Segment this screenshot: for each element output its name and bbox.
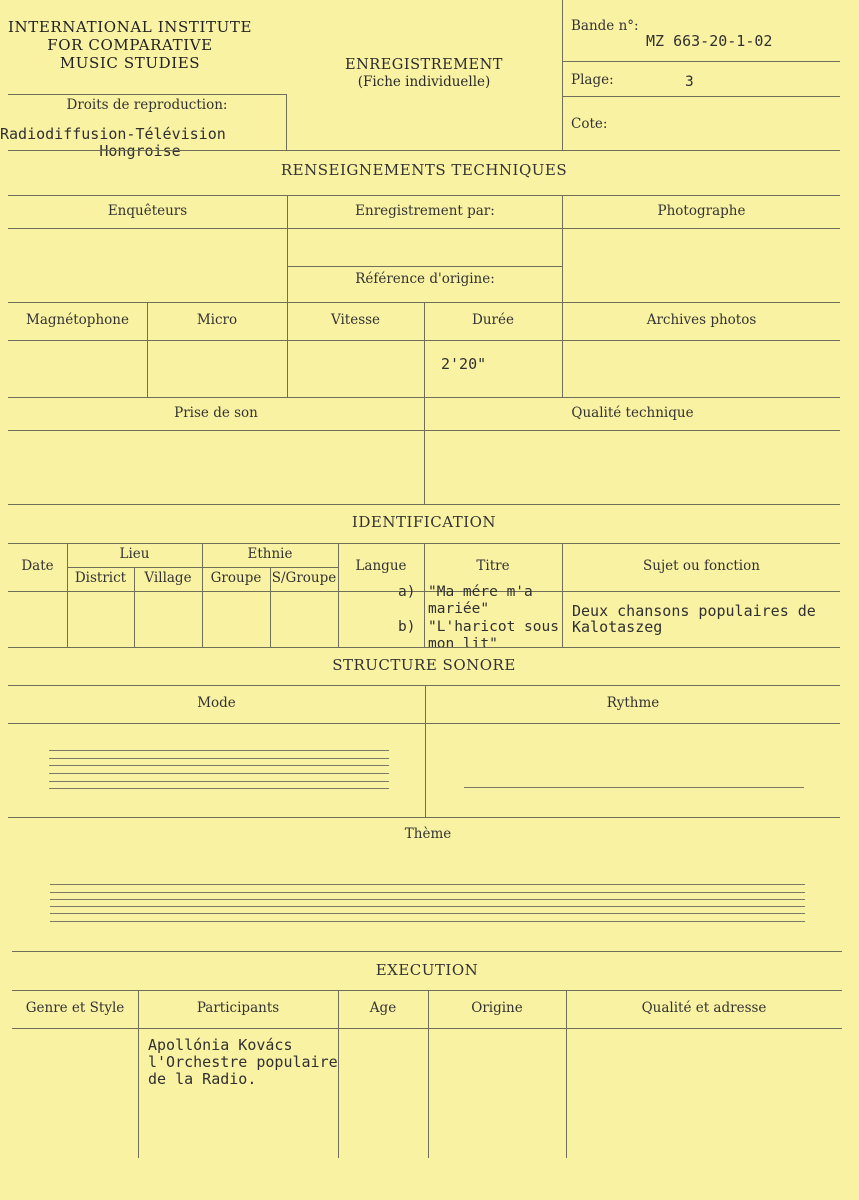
- titre-b-line-1: "L'haricot sous: [428, 619, 559, 635]
- groupe-label: Groupe: [210, 570, 262, 586]
- date-label: Date: [21, 558, 54, 574]
- bande-value: MZ 663-20-1-02: [646, 32, 773, 50]
- magnetophone-label: Magnétophone: [26, 312, 129, 328]
- langue-label: Langue: [355, 558, 407, 574]
- institute-line-1: INTERNATIONAL INSTITUTE: [7, 18, 252, 36]
- technical-section-title: RENSEIGNEMENTS TECHNIQUES: [280, 161, 568, 179]
- rights-value-line-1: Radiodiffusion-Télévision: [0, 125, 226, 143]
- titre-b-marker: b): [398, 619, 416, 635]
- origine-label: Origine: [471, 1000, 523, 1016]
- reference-origine-label: Référence d'origine:: [355, 271, 495, 287]
- qualite-adresse-label: Qualité et adresse: [641, 1000, 767, 1016]
- plage-value: 3: [685, 74, 694, 90]
- district-label: District: [74, 570, 127, 586]
- plage-label: Plage:: [571, 72, 614, 88]
- participants-line-2: l'Orchestre populaire: [148, 1053, 338, 1071]
- genre-style-label: Genre et Style: [25, 1000, 125, 1016]
- age-label: Age: [369, 1000, 397, 1016]
- micro-label: Micro: [196, 312, 238, 328]
- archives-photos-label: Archives photos: [646, 312, 757, 328]
- participants-label: Participants: [196, 1000, 280, 1016]
- lieu-label: Lieu: [119, 546, 150, 562]
- duree-value: 2'20": [441, 355, 487, 373]
- sujet-label: Sujet ou fonction: [643, 558, 760, 574]
- institute-name: [4, 18, 256, 72]
- enregistrement-par-label: Enregistrement par:: [355, 203, 495, 219]
- titre-a-line-1: "Ma mére m'a: [428, 584, 533, 600]
- identification-section-title: IDENTIFICATION: [351, 513, 497, 531]
- titre-a-marker: a): [398, 584, 416, 600]
- titre-label: Titre: [476, 558, 510, 574]
- ethnie-label: Ethnie: [247, 546, 293, 562]
- photographe-label: Photographe: [657, 203, 746, 219]
- structure-section-title: STRUCTURE SONORE: [332, 656, 516, 674]
- village-label: Village: [144, 570, 192, 586]
- institute-line-2: FOR COMPARATIVE: [47, 36, 213, 54]
- participants-line-3: de la Radio.: [148, 1070, 257, 1088]
- form-subtitle: (Fiche individuelle): [357, 74, 491, 90]
- rythme-label: Rythme: [606, 695, 660, 711]
- cote-label: Cote:: [571, 116, 608, 132]
- sujet-line-1: Deux chansons populaires de: [572, 602, 816, 620]
- enqueteurs-label: Enquêteurs: [107, 203, 188, 219]
- sgroupe-label: S/Groupe: [271, 570, 337, 586]
- bande-label: Bande n°:: [571, 18, 639, 34]
- sujet-line-2: Kalotaszeg: [572, 618, 663, 636]
- prise-de-son-label: Prise de son: [174, 405, 258, 421]
- qualite-technique-label: Qualité technique: [571, 405, 694, 421]
- mode-label: Mode: [197, 695, 236, 711]
- rights-label: Droits de reproduction:: [66, 97, 228, 113]
- form-title: ENREGISTREMENT: [345, 57, 503, 73]
- participants-line-1: Apollónia Kovács: [148, 1036, 293, 1054]
- form-title-block: [318, 57, 530, 90]
- institute-line-3: MUSIC STUDIES: [59, 54, 201, 72]
- duree-label: Durée: [472, 312, 514, 328]
- execution-section-title: EXECUTION: [375, 961, 479, 979]
- theme-label: Thème: [404, 826, 452, 842]
- vitesse-label: Vitesse: [330, 312, 381, 328]
- titre-a-line-2: mariée": [428, 601, 490, 617]
- titre-b-line-2: mon lit": [428, 636, 498, 652]
- rights-value-line-2: Hongroise: [99, 142, 181, 160]
